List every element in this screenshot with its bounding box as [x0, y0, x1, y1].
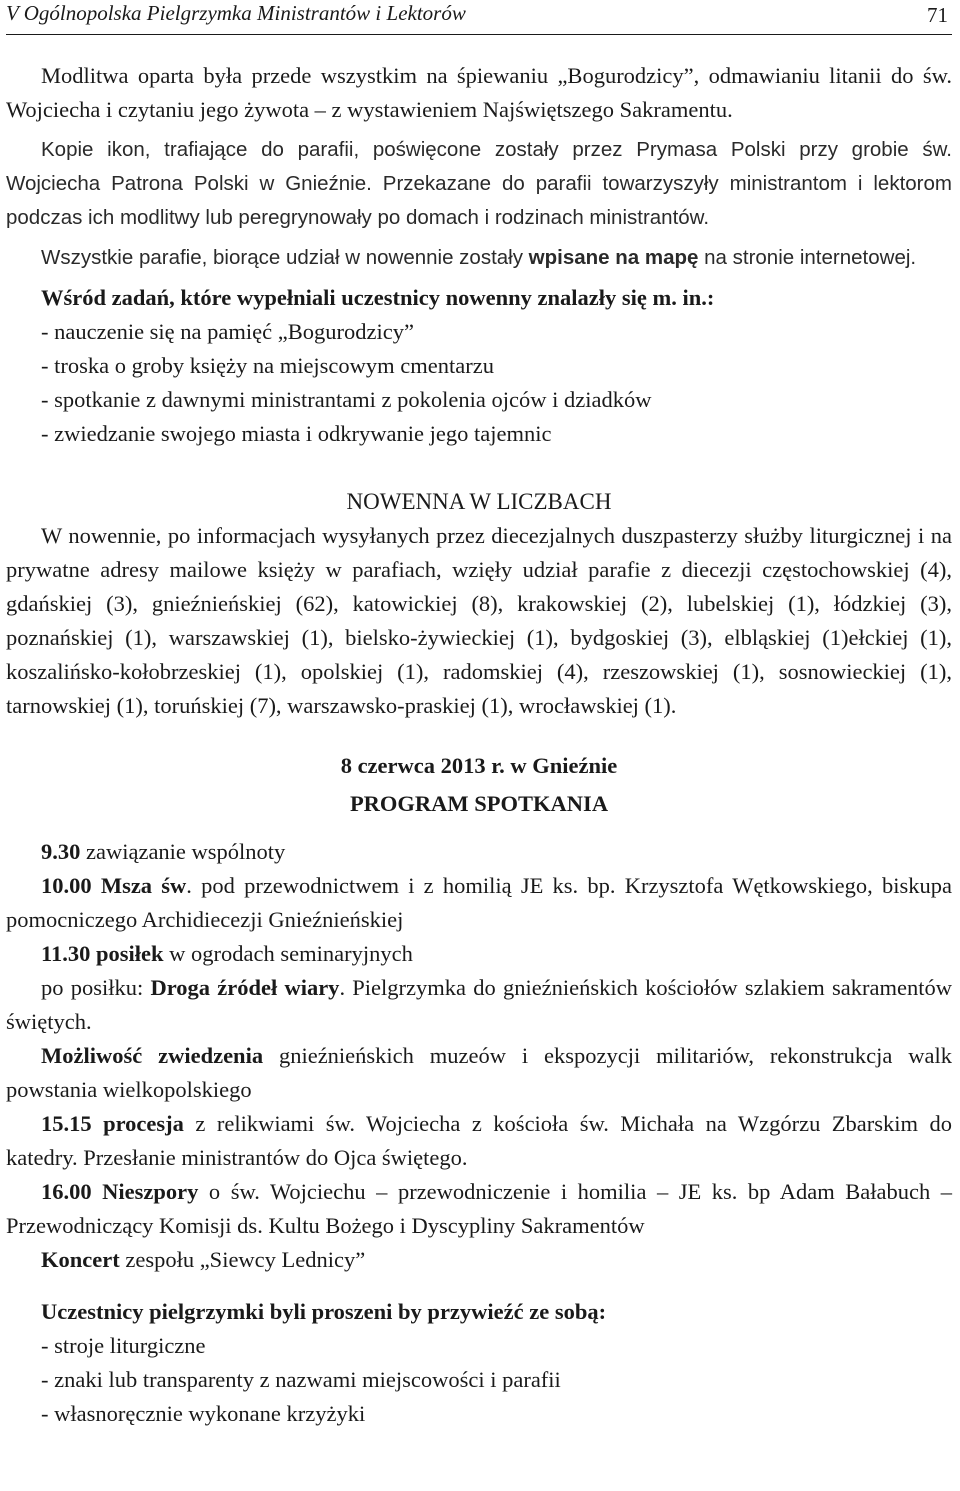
- header-title: V Ogólnopolska Pielgrzymka Ministrantów i Lektorów: [6, 1, 466, 25]
- program-item-text: o św. Wojciechu – przewodniczenie i homilia – JE ks. bp Adam Bałabuch – Przewodniczący Komisji ds. Kultu Bożego i Dyscypliny Sakramentów: [6, 1179, 952, 1238]
- map-text-a: Wszystkie parafie, biorące udział w nowennie zostały: [41, 246, 529, 269]
- program-item-pre: po posiłku:: [41, 975, 151, 1000]
- task-item: - nauczenie się na pamięć „Bogurodzicy”: [41, 319, 414, 344]
- icons-text-c: Przekazane do parafii towarzyszyły ministrantom i lektorom podczas ich modlitwy lub peregrynowały po domach i rodzinach ministrantów.: [6, 172, 952, 229]
- running-header: [6, 0, 952, 35]
- program-time: 9.30: [41, 839, 81, 864]
- page-number: 71: [927, 3, 948, 27]
- bring-item: - stroje liturgiczne: [41, 1333, 206, 1358]
- paragraph-map: [6, 241, 952, 275]
- program-date-bold: 8 czerwca 2013 r.: [340, 753, 505, 778]
- program-item: [6, 937, 952, 971]
- program-item: [6, 1039, 952, 1107]
- task-item: - zwiedzanie swojego miasta i odkrywanie jego tajemnic: [41, 421, 552, 446]
- program-item-bold: Możliwość zwiedzenia: [41, 1043, 264, 1068]
- program-item-text: zawiązanie wspólnoty: [80, 839, 286, 864]
- program-item-bold: Koncert: [41, 1247, 120, 1272]
- bring-heading-text: Uczestnicy pielgrzymki byli proszeni by przywieźć ze sobą:: [41, 1299, 607, 1324]
- program-heading: [6, 787, 952, 821]
- tasks-heading-text: Wśród zadań, które wypełniali uczestnicy nowenny znalazły się m. in.:: [41, 285, 715, 310]
- program-heading-text: PROGRAM SPOTKANIA: [349, 791, 609, 816]
- program-date: [6, 749, 952, 783]
- paragraph-icons: [6, 133, 952, 235]
- program-item: [6, 1243, 952, 1277]
- task-item: - troska o groby księży na miejscowym cmentarzu: [41, 353, 494, 378]
- program-item: [6, 835, 952, 869]
- numbers-paragraph: W nowennie, po informacjach wysyłanych przez diecezjalnych duszpasterzy służby liturgicznej i na prywatne adresy mailowe księży w parafiach, wzięły udział parafie z diecezji częstochowskiej (4), gdańskiej (3), gnieźnieńskiej (62), katowickiej (8), krakowskiej (2), lubelskiej (1), łódzkiej (3), poznańskiej (1), warszawskiej (1), bielsko-żywieckiej (1), bydgoskiej (3), elbląskiej (1)ełckiej (1), koszalińsko-kołobrzeskiej (1), opolskiej (1), radomskiej (4), rzeszowskiej (1), sosnowieckiej (1), tarnowskiej (1), toruńskiej (7), warszawsko-praskiej (1), wrocławskiej (1).: [6, 523, 952, 718]
- bring-heading: [6, 1295, 952, 1329]
- task-item: - spotkanie z dawnymi ministrantami z pokolenia ojców i dziadków: [41, 387, 652, 412]
- program-item-bold: 11.30 posiłek: [41, 941, 164, 966]
- program-date-place: w Gnieźnie: [504, 753, 618, 778]
- program-item: [6, 1175, 952, 1243]
- program-item-text: z relikwiami św. Wojciecha z kościoła św. Michała na Wzgórzu Zbarskim do katedry. Przesłanie ministrantów do Ojca świętego.: [6, 1111, 952, 1170]
- bring-item: - znaki lub transparenty z nazwami miejscowości i parafii: [41, 1367, 561, 1392]
- icons-text-b: Wojciecha Patrona Polski w Gnieźnie.: [6, 172, 372, 195]
- paragraph-prayer: Modlitwa oparta była przede wszystkim na śpiewaniu „Bogurodzicy”, odmawianiu litanii do św. Wojciecha i czytaniu jego żywota – z wystawieniem Najświętszego Sakramentu.: [6, 63, 952, 122]
- program-item-bold: 15.15 procesja: [41, 1111, 184, 1136]
- program-item-text: zespołu „Siewcy Lednicy”: [119, 1247, 366, 1272]
- bring-item: - własnoręcznie wykonane krzyżyki: [41, 1401, 366, 1426]
- map-text-bold: wpisane na mapę: [528, 246, 699, 269]
- program-item-text: gnieźnieńskich muzeów i ekspozycji militariów, rekonstrukcja walk powstania wielkopolskiego: [6, 1043, 952, 1102]
- program-item-text: . Pielgrzymka do gnieźnieńskich kościołów szlakiem sakramentów świętych.: [6, 975, 952, 1034]
- program-item-text: w ogrodach seminaryjnych: [163, 941, 413, 966]
- program-item-bold: Droga źródeł wiary: [150, 975, 340, 1000]
- map-text-c: na stronie internetowej.: [698, 246, 917, 269]
- program-item-text: . pod przewodnictwem i z homilią JE ks. bp. Krzysztofa Wętkowskiego, biskupa pomocniczego Archidiecezji Gnieźnieńskiej: [6, 873, 952, 932]
- program-item: [6, 869, 952, 937]
- program-item: [6, 1107, 952, 1175]
- program-item-bold: 10.00 Msza św: [41, 873, 187, 898]
- program-item-bold: 16.00 Nieszpory: [41, 1179, 199, 1204]
- icons-text-a: Kopie ikon, trafiające do parafii, poświęcone zostały przez Prymasa Polski przy grobie św.: [41, 138, 952, 161]
- tasks-heading: [6, 281, 952, 315]
- program-item: [6, 971, 952, 1039]
- numbers-heading: NOWENNA W LICZBACH: [346, 489, 612, 514]
